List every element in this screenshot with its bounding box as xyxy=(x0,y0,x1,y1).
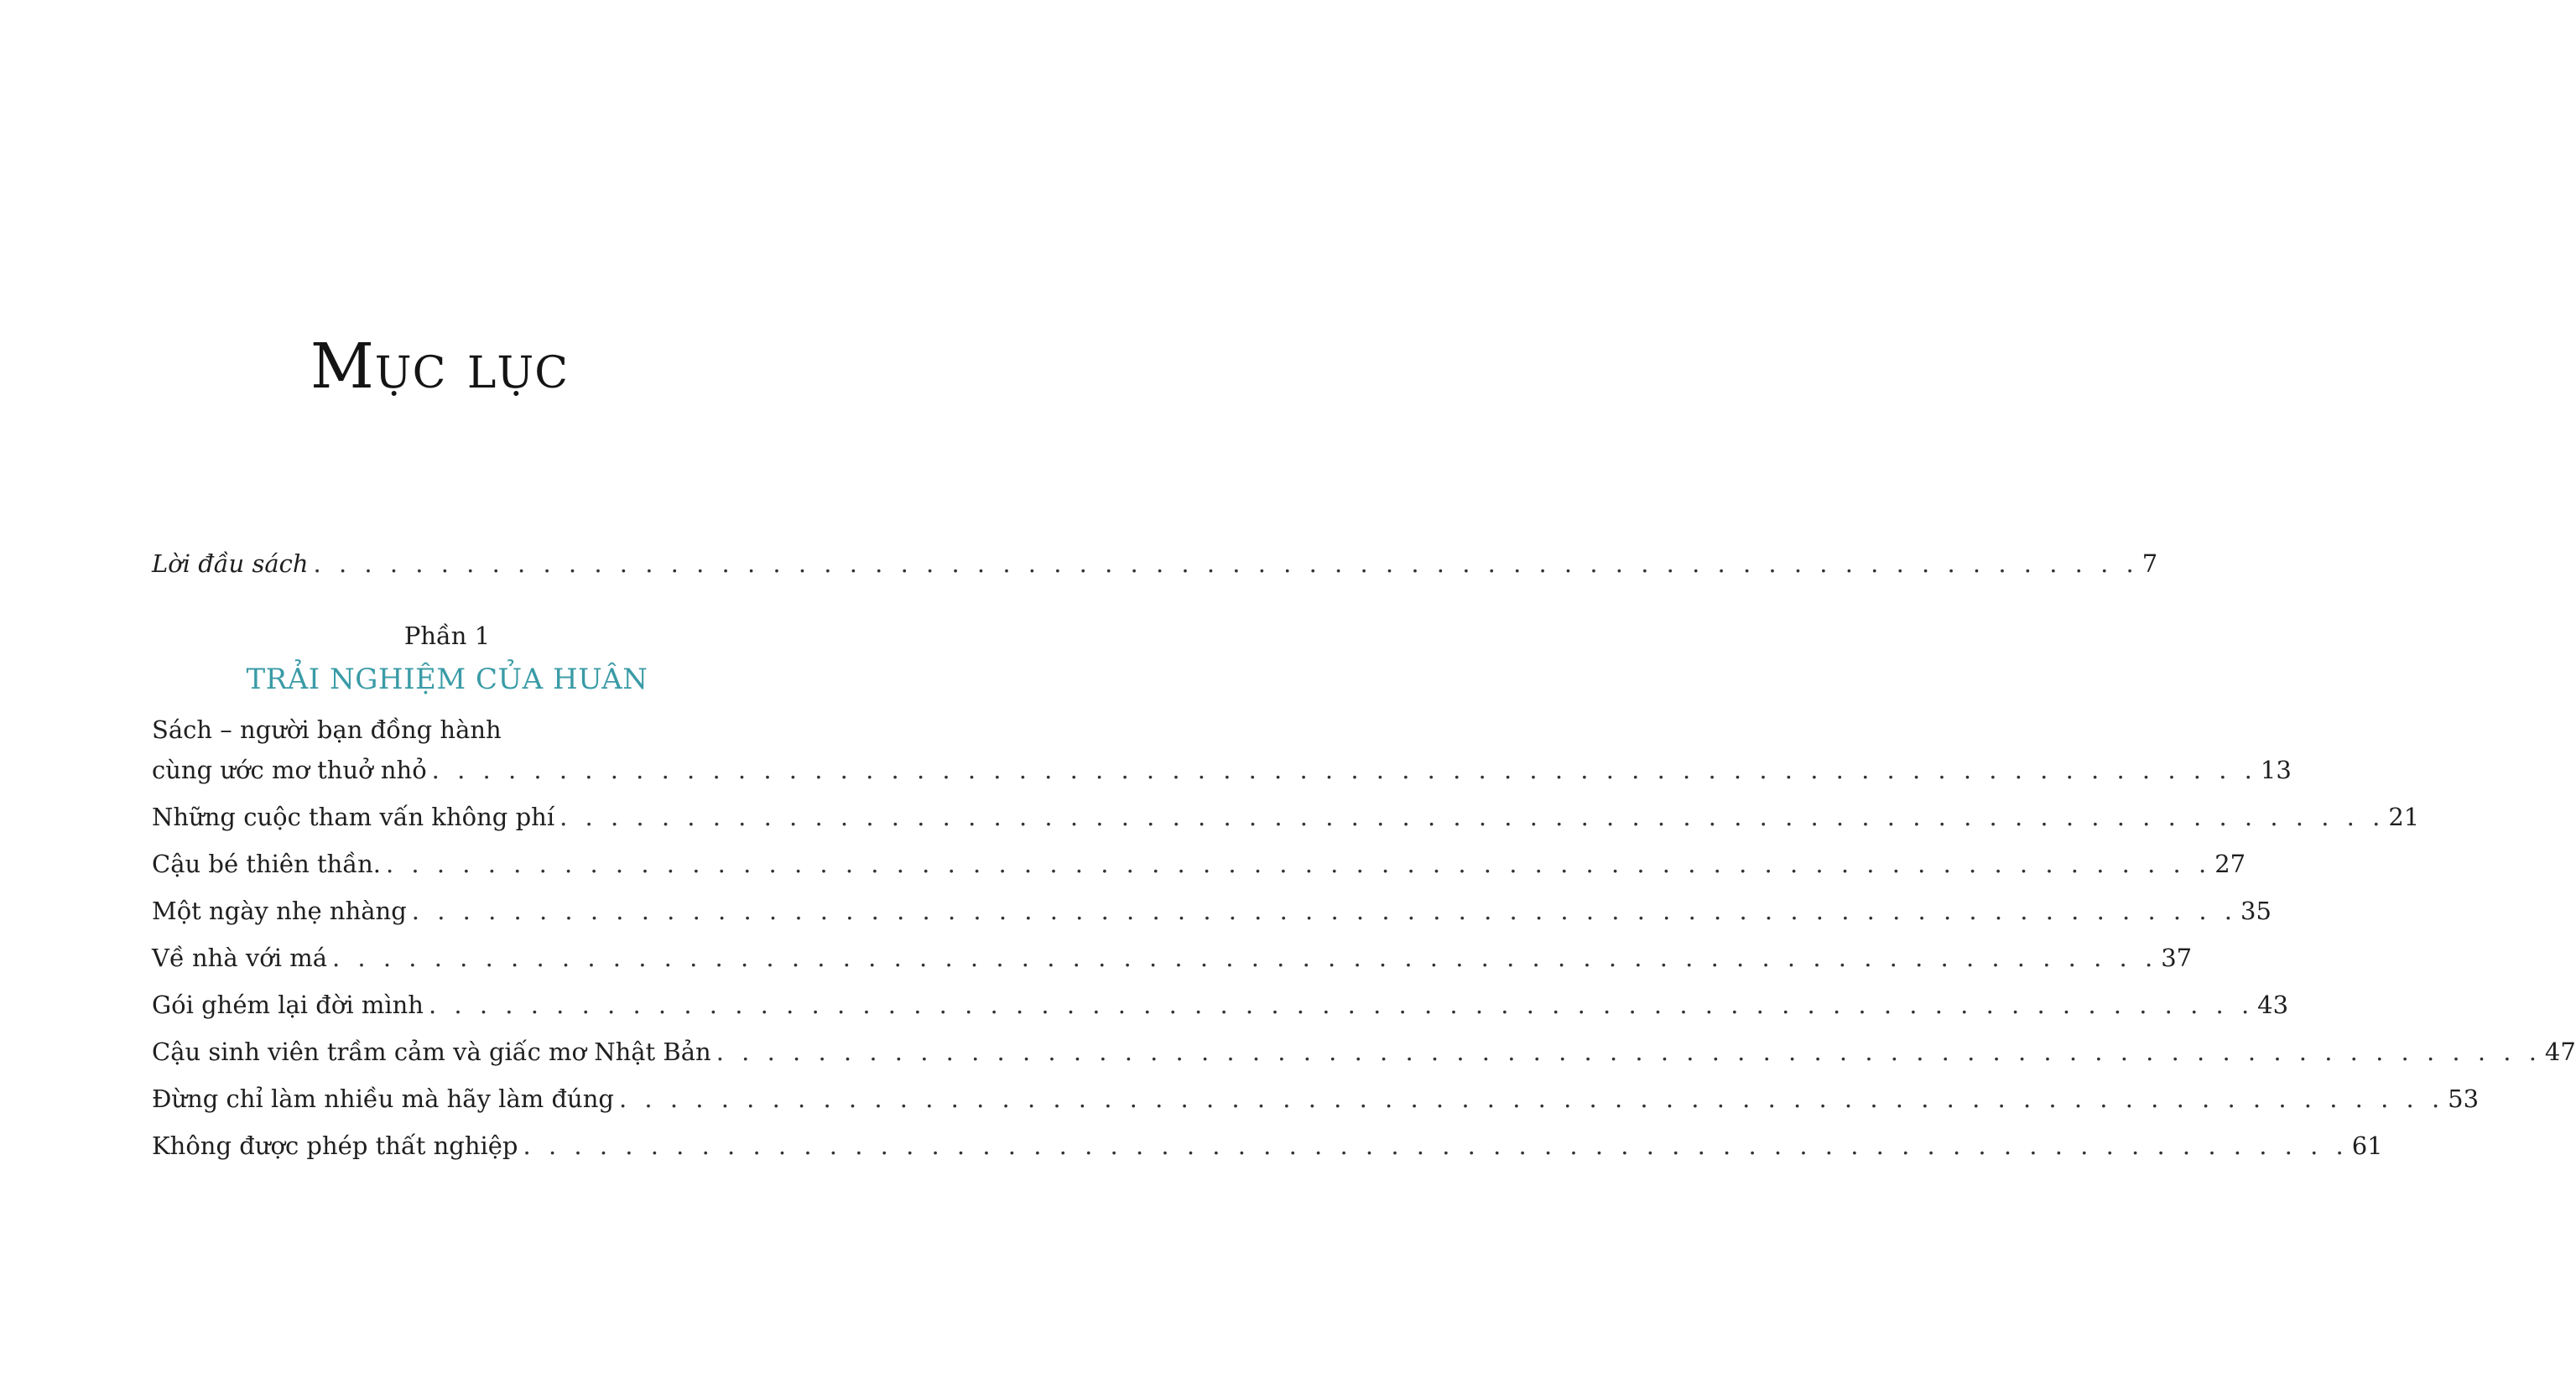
dot-leader xyxy=(309,549,2139,578)
toc-entry-label: Một ngày nhẹ nhàng xyxy=(152,897,407,925)
dot-leader xyxy=(424,991,2254,1019)
toc-entry-label: Gói ghém lại đời mình xyxy=(152,991,424,1019)
toc-entry xyxy=(152,1038,2576,1066)
toc-entry-page: 43 xyxy=(2257,991,2289,1019)
toc-entry xyxy=(152,944,2193,972)
toc-entry-page: 27 xyxy=(2214,850,2246,878)
toc-entry-page: 21 xyxy=(2388,803,2420,831)
toc-entry-page: 61 xyxy=(2351,1131,2383,1160)
toc-entry xyxy=(152,1085,2480,1113)
toc-entry-page: 37 xyxy=(2161,944,2193,972)
toc-entry xyxy=(152,897,2272,925)
dot-leader xyxy=(381,850,2211,878)
dot-leader xyxy=(407,897,2237,925)
dot-leader xyxy=(711,1038,2542,1066)
dot-leader xyxy=(327,944,2157,972)
toc-entry-page: 7 xyxy=(2141,549,2158,578)
toc-entry-page: 47 xyxy=(2544,1038,2576,1066)
dot-leader xyxy=(427,756,2257,784)
toc-entry-label: Những cuộc tham vấn không phí xyxy=(152,803,555,831)
part-title: TRẢI NGHIỆM CỦA HUÂN xyxy=(246,663,648,696)
toc-entry-page: 35 xyxy=(2240,897,2272,925)
toc-entry-label: Không được phép thất nghiệp xyxy=(152,1131,518,1160)
toc-entry-label: Cậu bé thiên thần. xyxy=(152,850,381,878)
toc-entry-first-line: Sách – người bạn đồng hành xyxy=(152,715,502,744)
table-of-contents xyxy=(152,549,2576,1160)
toc-entry xyxy=(152,803,2420,831)
dot-leader xyxy=(614,1085,2444,1113)
toc-entry-label: Cậu sinh viên trầm cảm và giấc mơ Nhật Bản xyxy=(152,1038,711,1066)
toc-entry-page: 13 xyxy=(2260,756,2292,784)
toc-entry-label: Về nhà với má xyxy=(152,944,327,972)
toc-entry xyxy=(152,1131,2383,1160)
page-title: Mục lục xyxy=(310,330,570,403)
toc-entry xyxy=(152,991,2289,1019)
dot-leader xyxy=(518,1131,2349,1160)
toc-entry-label: Lời đầu sách xyxy=(152,549,309,578)
toc-entry-label: Đừng chỉ làm nhiều mà hãy làm đúng xyxy=(152,1085,614,1113)
toc-entry-page: 53 xyxy=(2448,1085,2480,1113)
toc-entry xyxy=(152,756,2292,784)
toc-entry xyxy=(152,850,2246,878)
toc-entry-intro xyxy=(152,549,2158,578)
toc-entry-label: cùng ước mơ thuở nhỏ xyxy=(152,756,427,784)
part-label: Phần 1 xyxy=(403,622,491,650)
dot-leader xyxy=(554,803,2385,831)
